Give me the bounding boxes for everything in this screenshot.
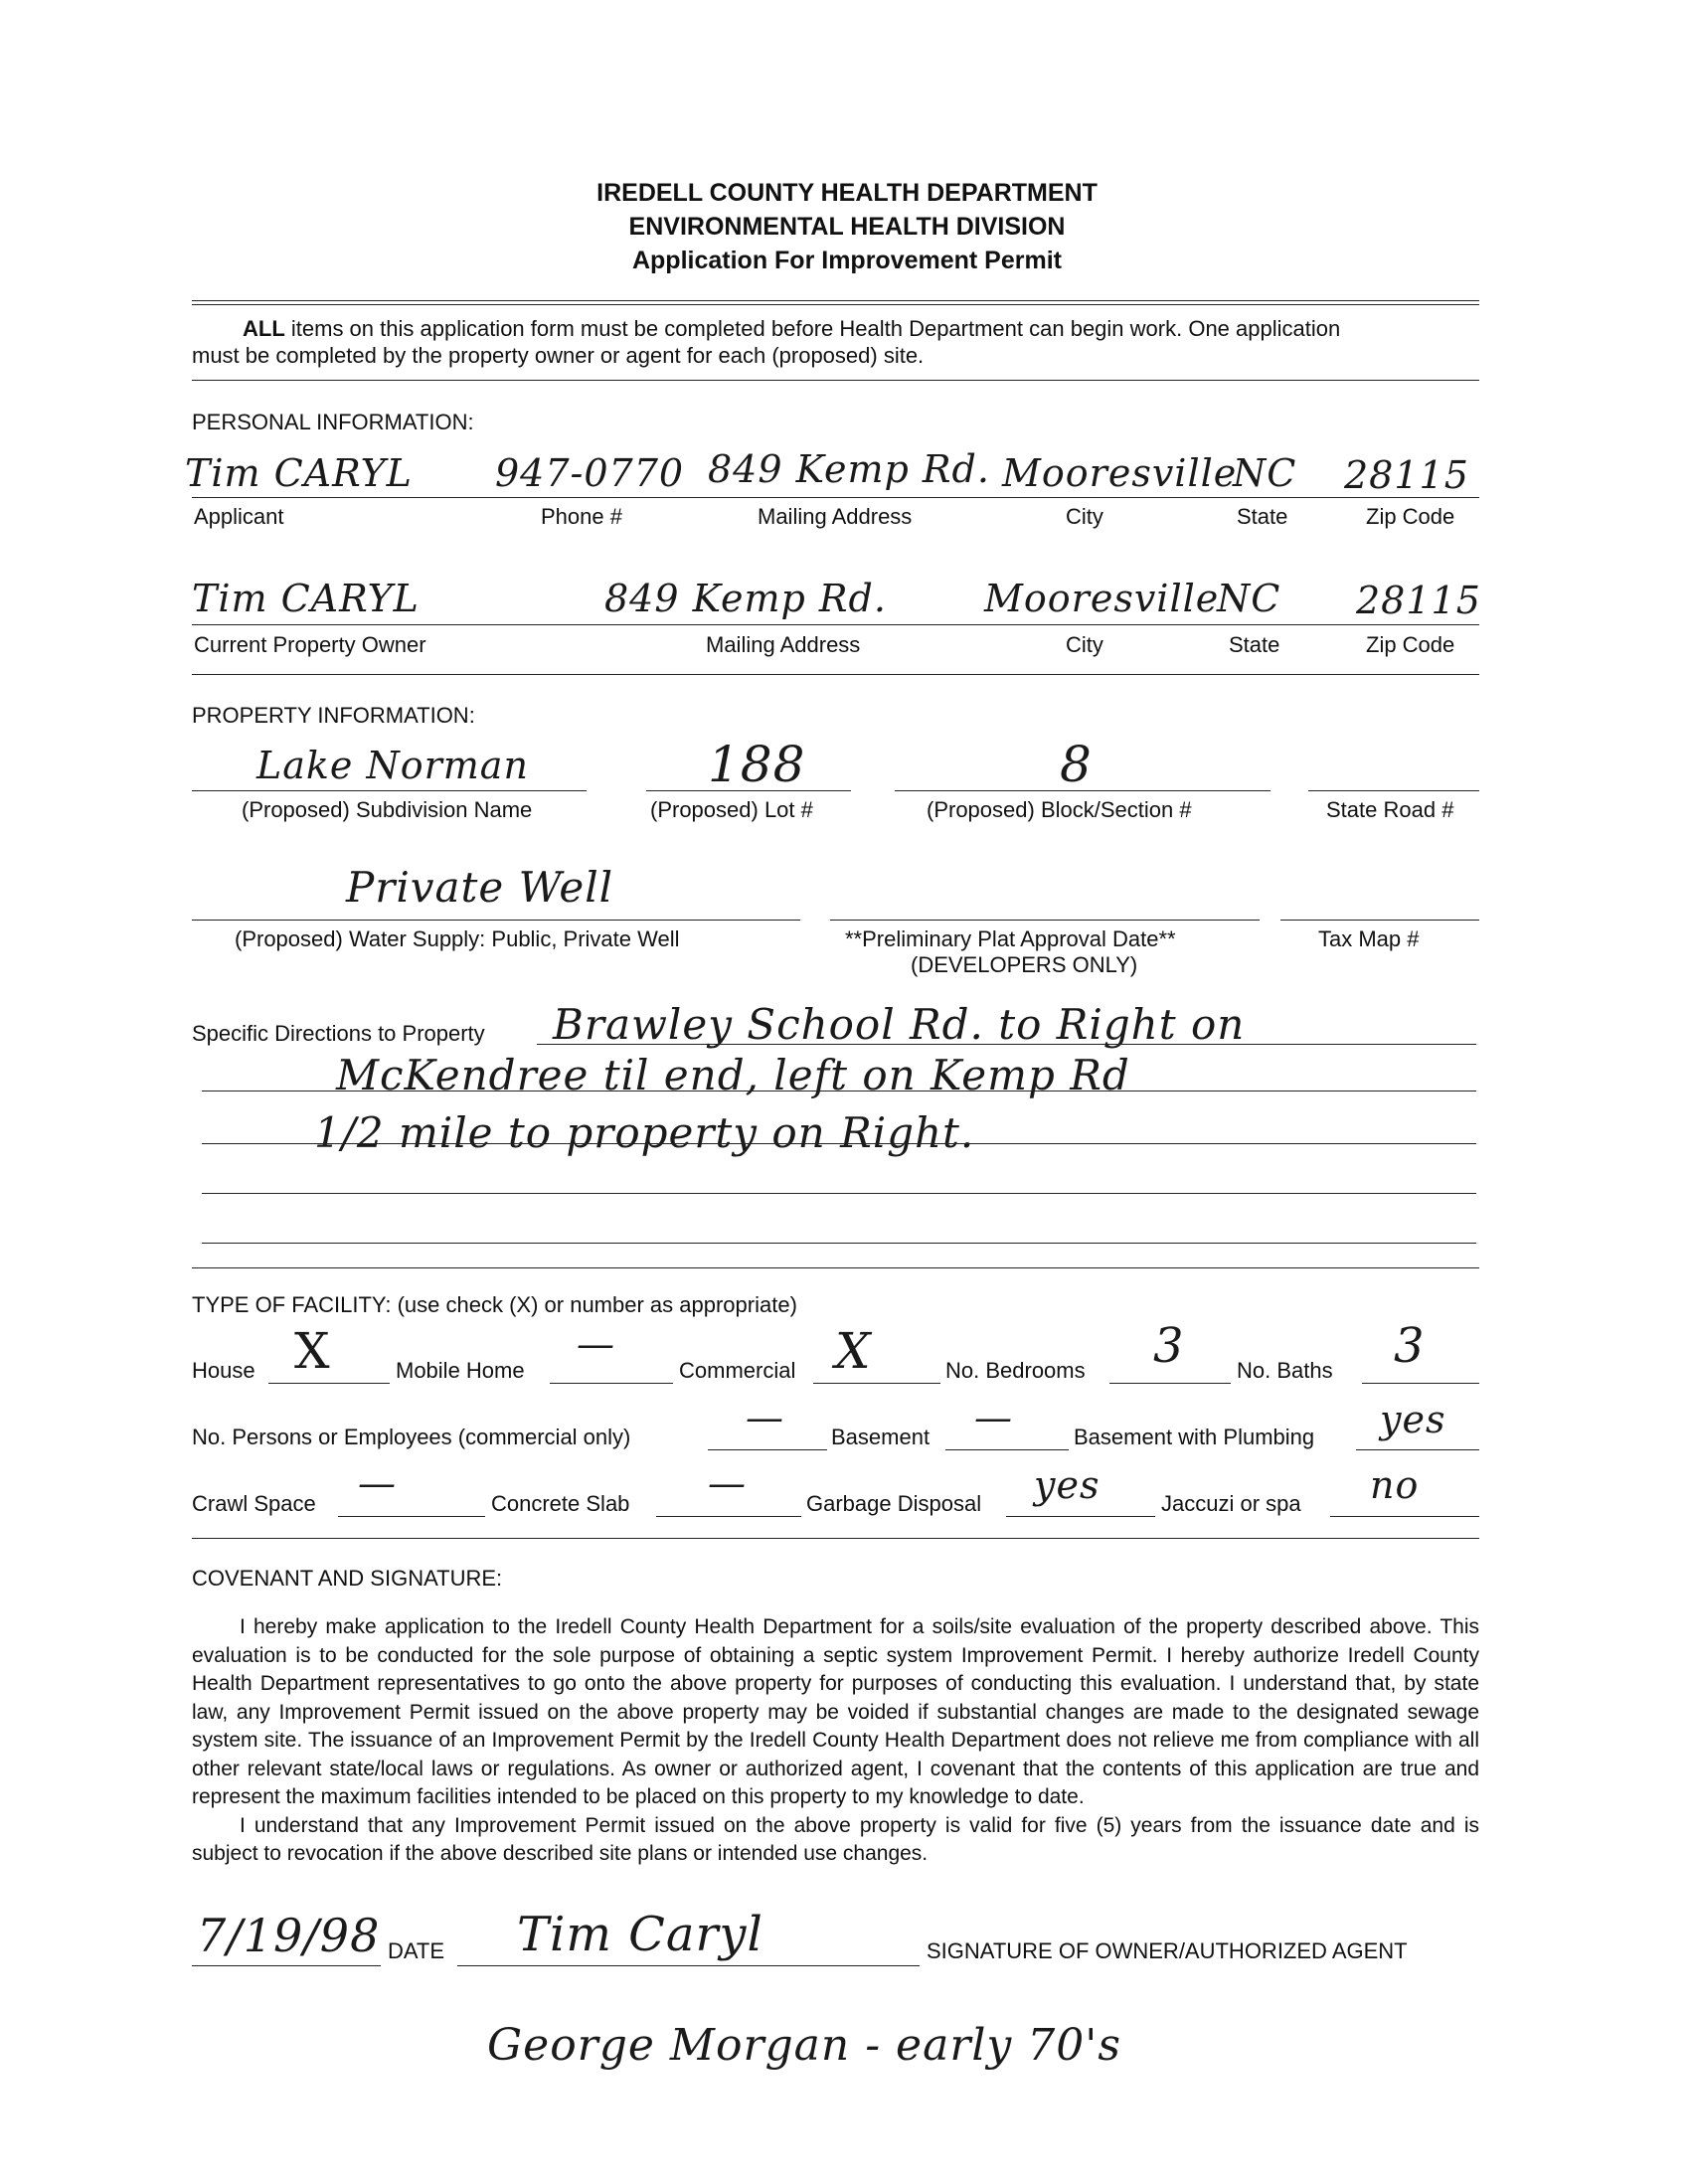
applicant-line (192, 497, 1479, 498)
mobile-home-line (550, 1383, 673, 1384)
state-road-label: State Road # (1326, 797, 1454, 822)
garbage-disposal-label: Garbage Disposal (806, 1491, 982, 1516)
directions-rule-5 (202, 1243, 1476, 1244)
persons-label: No. Persons or Employees (commercial only) (192, 1425, 631, 1449)
zip-label: Zip Code (1366, 504, 1455, 529)
facility-heading: TYPE OF FACILITY: (use check (X) or number as appropriate) (192, 1292, 797, 1317)
basement-plumbing-line (1356, 1449, 1479, 1450)
directions-rule-3 (202, 1143, 1476, 1144)
crawl-space-line (338, 1516, 485, 1517)
baths-line (1362, 1383, 1479, 1384)
basement-label: Basement (831, 1425, 931, 1449)
owner-address-value: 849 Kemp Rd. (604, 577, 887, 620)
tax-map-label: Tax Map # (1318, 926, 1420, 951)
water-supply-label: (Proposed) Water Supply: Public, Private Well (235, 926, 680, 951)
intro-rule (192, 380, 1479, 381)
applicant-state-value: NC (1233, 451, 1297, 495)
mailing-address-label: Mailing Address (758, 504, 913, 529)
owner-line (192, 624, 1479, 625)
developers-only-label: (DEVELOPERS ONLY) (911, 952, 1138, 977)
house-value: X (294, 1322, 331, 1380)
applicant-label: Applicant (194, 504, 284, 529)
tax-map-line (1280, 920, 1479, 921)
lot-label: (Proposed) Lot # (650, 797, 813, 822)
concrete-slab-value: — (708, 1461, 747, 1505)
directions-line-2: McKendree til end, left on Kemp Rd (336, 1051, 1130, 1099)
owner-zip-value: 28115 (1356, 579, 1481, 622)
lot-value: 188 (708, 736, 806, 793)
owner-state-label: State (1229, 632, 1280, 657)
garbage-disposal-line (1006, 1516, 1155, 1517)
basement-line (945, 1449, 1069, 1450)
garbage-disposal-value: yes (1034, 1463, 1101, 1507)
owner-city-value: Mooresville (984, 577, 1220, 620)
basement-plumbing-label: Basement with Plumbing (1074, 1425, 1315, 1449)
intro-line-2: must be completed by the property owner or agent for each (proposed) site. (192, 343, 925, 368)
form-title: Application For Improvement Permit (631, 247, 1062, 274)
block-line (895, 790, 1270, 791)
applicant-name-value: Tim CARYL (185, 451, 413, 495)
covenant-paragraph-1: I hereby make application to the Iredell County Health Department for a soils/site evaluation of the property described above. This evaluation is to be conducted for the sole purpose of obtaining a septic system Improvement Permit. I hereby authorize Iredell County Health Department representatives to go onto the above property for purposes of conducting this evaluation. I understand that, by state law, any Improvement Permit issued on the above property may be voided if substantial changes are made to the designated sewage system site. The issuance of an Improvement Permit by the Iredell County Health Department does not relieve me from compliance with all other relevant state/local laws or regulations. As owner or authorized agent, I covenant that the contents of this application are true and represent the maximum facilities intended to be placed on this property to my knowledge to date. (192, 1615, 1479, 1808)
covenant-paragraph-2: I understand that any Improvement Permit issued on the above property is valid for five (5) years from the issuance date and is subject to revocation if the above described site plans or intended use changes. (192, 1813, 1479, 1865)
water-supply-line (192, 920, 800, 921)
personal-heading: PERSONAL INFORMATION: (192, 410, 474, 434)
covenant-heading: COVENANT AND SIGNATURE: (192, 1566, 503, 1591)
subdivision-line (192, 790, 587, 791)
facility-rule (192, 1538, 1479, 1539)
state-label: State (1237, 504, 1288, 529)
subdivision-label: (Proposed) Subdivision Name (242, 797, 533, 822)
department-title: IREDELL COUNTY HEALTH DEPARTMENT (596, 179, 1098, 207)
applicant-phone-value: 947-0770 (495, 451, 685, 495)
house-line (268, 1383, 390, 1384)
owner-state-value: NC (1217, 577, 1281, 620)
basement-plumbing-value: yes (1380, 1398, 1446, 1441)
block-label: (Proposed) Block/Section # (927, 797, 1192, 822)
plat-approval-label: **Preliminary Plat Approval Date** (845, 926, 1176, 951)
division-title: ENVIRONMENTAL HEALTH DIVISION (628, 213, 1066, 241)
directions-line-1: Brawley School Rd. to Right on (553, 1000, 1246, 1049)
intro-line-1: ALL items on this application form must be completed before Health Department can begin work. One application (243, 316, 1341, 341)
city-label: City (1066, 504, 1103, 529)
persons-value: — (746, 1396, 784, 1439)
jaccuzi-value: no (1370, 1463, 1420, 1507)
date-label: DATE (388, 1938, 445, 1963)
directions-rule-4 (202, 1193, 1476, 1194)
property-rule (192, 1267, 1479, 1268)
subdivision-value: Lake Norman (256, 744, 529, 787)
bedrooms-value: 3 (1153, 1318, 1185, 1374)
baths-label: No. Baths (1237, 1358, 1333, 1383)
concrete-slab-line (656, 1516, 801, 1517)
block-value: 8 (1060, 736, 1093, 793)
owner-name-value: Tim CARYL (192, 577, 420, 620)
mobile-home-label: Mobile Home (396, 1358, 525, 1383)
signature-line (457, 1965, 920, 1966)
date-line (192, 1965, 381, 1966)
date-value: 7/19/98 (197, 1909, 381, 1962)
concrete-slab-label: Concrete Slab (491, 1491, 630, 1516)
handwritten-note: George Morgan - early 70's (487, 2020, 1121, 2071)
owner-zip-label: Zip Code (1366, 632, 1455, 657)
mobile-home-value: — (577, 1322, 615, 1366)
directions-label: Specific Directions to Property (192, 1021, 485, 1046)
owner-city-label: City (1066, 632, 1103, 657)
top-rule-2 (192, 304, 1479, 305)
covenant-text (192, 1613, 1479, 1869)
signature-value: Tim Caryl (517, 1907, 763, 1962)
owner-label: Current Property Owner (194, 632, 426, 657)
plat-date-line (830, 920, 1260, 921)
applicant-zip-value: 28115 (1344, 453, 1469, 497)
property-heading: PROPERTY INFORMATION: (192, 703, 475, 728)
jaccuzi-line (1330, 1516, 1479, 1517)
bedrooms-label: No. Bedrooms (945, 1358, 1086, 1383)
phone-label: Phone # (541, 504, 622, 529)
applicant-address-value: 849 Kemp Rd. (708, 447, 990, 491)
directions-rule-2 (202, 1091, 1476, 1092)
directions-line-3: 1/2 mile to property on Right. (314, 1108, 975, 1157)
lot-line (646, 790, 851, 791)
basement-value: — (974, 1396, 1013, 1439)
persons-line (708, 1449, 827, 1450)
signature-label: SIGNATURE OF OWNER/AUTHORIZED AGENT (927, 1938, 1408, 1963)
commercial-label: Commercial (679, 1358, 796, 1383)
commercial-value: X (835, 1322, 872, 1380)
owner-address-label: Mailing Address (706, 632, 861, 657)
house-label: House (192, 1358, 255, 1383)
crawl-space-value: — (358, 1461, 397, 1505)
applicant-city-value: Mooresville (1002, 451, 1238, 495)
commercial-line (813, 1383, 940, 1384)
crawl-space-label: Crawl Space (192, 1491, 316, 1516)
directions-rule-1 (537, 1044, 1476, 1045)
jaccuzi-label: Jaccuzi or spa (1161, 1491, 1301, 1516)
personal-rule (192, 674, 1479, 675)
water-supply-value: Private Well (346, 863, 614, 912)
top-rule (192, 300, 1479, 301)
baths-value: 3 (1394, 1318, 1426, 1374)
state-road-line (1308, 790, 1479, 791)
bedrooms-line (1109, 1383, 1231, 1384)
